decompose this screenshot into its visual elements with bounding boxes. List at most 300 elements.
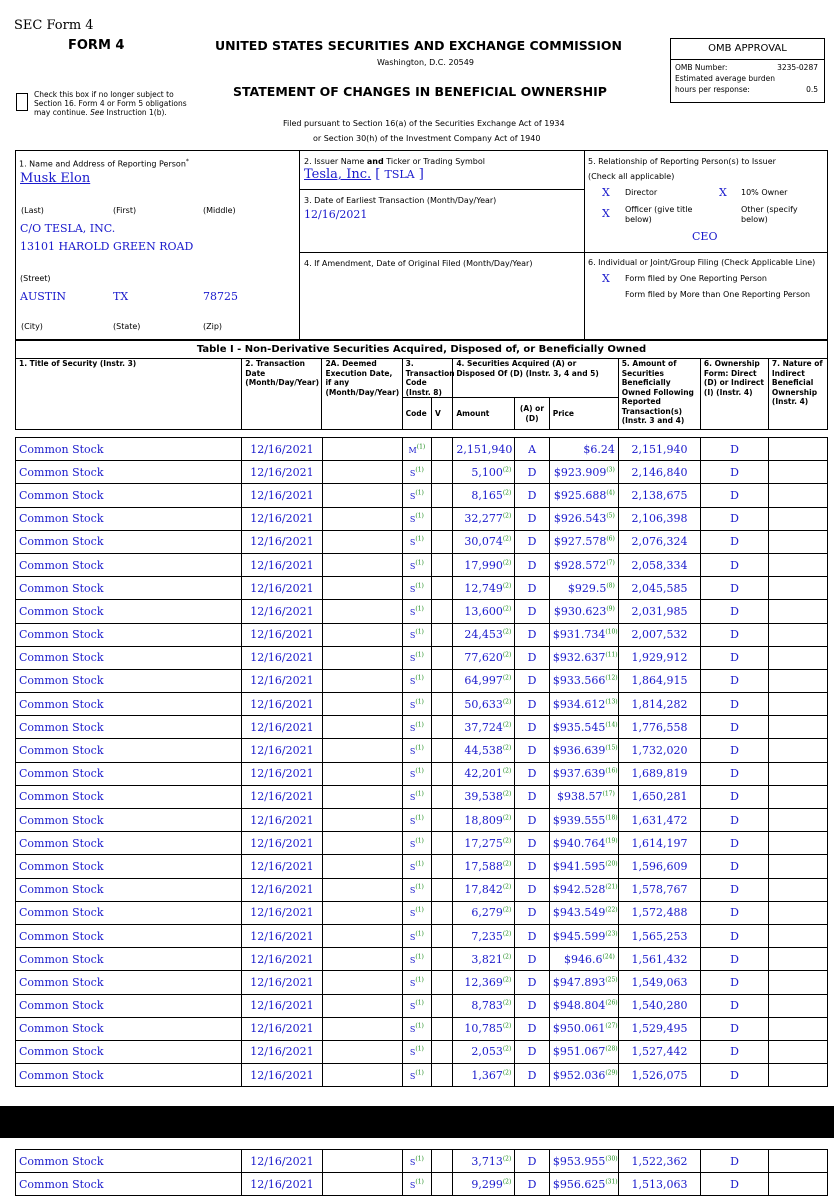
footnote-ref: (1) [415,767,424,775]
amount-cell [453,507,515,530]
table-row [16,507,828,530]
transaction-date-cell: 12/16/2021 [242,878,322,901]
footnote-ref: (1) [415,698,424,705]
code: S [409,1002,416,1012]
security-title-cell [16,1150,242,1173]
deemed-date-cell [322,1173,402,1196]
ownership-form-cell: D [701,669,769,692]
deemed-date-cell [322,855,402,878]
owned-following-cell: 2,151,940 [618,438,700,461]
footnote-ref: (26) [605,999,618,1007]
footnote-ref: (8) [606,582,615,590]
code: S [409,538,416,548]
price-cell [549,461,618,484]
table-row [16,924,828,947]
price: $952.036 [552,1068,606,1082]
footnote-ref: (1) [415,605,424,613]
price: $946.6 [564,952,603,966]
v-cell [432,809,453,832]
a-or-d-cell: D [515,484,550,507]
redaction-band [0,1106,834,1138]
nature-cell [769,971,828,994]
price: $925.688 [553,488,607,502]
transaction-date-cell: 12/16/2021 [242,716,322,739]
col-transaction-code: 3. Transaction Code (Instr. 8) [402,359,453,398]
code-cell [402,716,431,739]
owned-following-cell: 2,138,675 [618,484,700,507]
amount-cell [453,669,515,692]
owned-following-cell: 1,527,442 [618,1040,700,1063]
table-row [16,832,828,855]
footnote-ref: (1) [415,1045,424,1053]
table-row [16,739,828,762]
footnote-ref: (2) [502,837,512,845]
omb-approval-box [670,38,825,103]
price: $939.555 [552,813,606,827]
officer-title: CEO [692,230,718,243]
ownership-form-cell: D [701,438,769,461]
footnote-ref: (2) [502,651,512,659]
owned-following-cell: 1,732,020 [618,739,700,762]
zip-value: 78725 [203,290,238,303]
footnote-ref: (16) [605,767,618,775]
v-cell [432,924,453,947]
statement-title: STATEMENT OF CHANGES IN BENEFICIAL OWNERSHIP [233,84,607,99]
a-or-d-cell: D [515,901,550,924]
amount-cell [453,994,515,1017]
footnote-ref: (2) [502,999,512,1007]
a-or-d-cell: D [515,1173,550,1196]
amount-cell [453,832,515,855]
footnote-ref: (1) [415,535,424,543]
transaction-date-cell: 12/16/2021 [242,646,322,669]
divider [299,151,300,339]
checkbox-text-line: Section 16. Form 4 or Form 5 obligations [34,99,187,108]
owned-following-cell: 1,864,915 [618,669,700,692]
security-title: Common Stock [19,883,104,897]
footnote-ref: (15) [605,744,618,752]
table-row [16,855,828,878]
price: $943.549 [552,906,606,920]
code: S [409,491,416,501]
code-cell [402,855,431,878]
transaction-date-cell: 12/16/2021 [242,600,322,623]
a-or-d-cell: D [515,785,550,808]
footnote-ref: (2) [502,976,512,984]
owned-following-cell: 1,561,432 [618,948,700,971]
owned-following-cell: 1,614,197 [618,832,700,855]
price-cell [549,739,618,762]
ownership-form-cell: D [701,1064,769,1087]
deemed-date-cell [322,994,402,1017]
security-title: Common Stock [19,767,104,781]
amount-cell [453,1064,515,1087]
code: S [409,1180,416,1190]
security-title: Common Stock [19,929,104,943]
ownership-form-cell: D [701,924,769,947]
burden-value: 0.5 [806,85,818,94]
ticker-symbol: TSLA [384,168,415,181]
amount: 12,749 [464,581,503,595]
code: S [409,886,416,896]
footnote-ref: (2) [502,1069,512,1076]
amount: 44,538 [464,744,503,758]
ownership-form-cell: D [701,530,769,553]
price: $938.57 [557,790,603,804]
price-cell [549,762,618,785]
a-or-d-cell: D [515,646,550,669]
table-row [16,971,828,994]
amount: 42,201 [464,767,503,781]
amount: 39,538 [464,790,503,804]
ownership-form-cell: D [701,553,769,576]
table-row [16,1017,828,1040]
footnote-ref: (2) [502,929,512,937]
price-cell [549,669,618,692]
transaction-date-cell: 12/16/2021 [242,438,322,461]
v-cell [432,1017,453,1040]
owned-following-cell: 1,814,282 [618,693,700,716]
security-title-cell [16,1017,242,1040]
security-title: Common Stock [19,1177,104,1191]
divider [584,151,585,339]
transaction-date-cell: 12/16/2021 [242,1040,322,1063]
footnote-ref: (2) [502,790,512,798]
code: S [409,932,416,942]
security-title-cell [16,809,242,832]
transaction-date-cell: 12/16/2021 [242,901,322,924]
v-cell [432,1150,453,1173]
checkbox-text-part: Instruction 1(b). [106,108,167,117]
table-row [16,948,828,971]
code-cell [402,739,431,762]
footnote-ref: (9) [606,605,615,613]
ownership-form-cell: D [701,785,769,808]
security-title-cell [16,553,242,576]
price-cell [549,994,618,1017]
earliest-transaction-date: 12/16/2021 [304,208,368,221]
code: S [409,654,416,664]
a-or-d-cell: D [515,994,550,1017]
security-title-cell [16,785,242,808]
amount-cell [453,762,515,785]
deemed-date-cell [322,1150,402,1173]
nature-cell [769,600,828,623]
owned-following-cell: 1,529,495 [618,1017,700,1040]
code-cell [402,461,431,484]
price-cell [549,646,618,669]
owned-following-cell: 1,549,063 [618,971,700,994]
owned-following-cell: 2,058,334 [618,553,700,576]
amount-cell [453,1150,515,1173]
amount-cell [453,1040,515,1063]
table-row [16,1173,828,1196]
nature-cell [769,1040,828,1063]
price: $929.5 [567,581,607,595]
reporting-person-name-link[interactable]: Musk Elon [20,171,91,186]
box2-label-b: Ticker or Trading Symbol [386,157,486,166]
code-cell [402,438,431,461]
col-transaction-date: 2. Transaction Date (Month/Day/Year) [242,359,322,430]
security-title: Common Stock [19,535,104,549]
other-label-line: below) [741,215,768,224]
filed-by-one-label: Form filed by One Reporting Person [625,274,768,283]
security-title-cell [16,1064,242,1087]
price: $942.528 [552,883,606,897]
checkbox-text-line [34,108,194,117]
footnote-ref: (2) [502,744,512,752]
amount-cell [453,878,515,901]
code: S [409,909,416,919]
security-title: Common Stock [19,906,104,920]
box5-sub: (Check all applicable) [588,172,675,181]
filed-by-one-check: X [602,272,610,285]
transaction-date-cell: 12/16/2021 [242,461,322,484]
amount: 17,842 [464,883,503,897]
code: S [409,839,416,849]
amount: 24,453 [464,628,503,642]
a-or-d-cell: D [515,669,550,692]
city-value: AUSTIN [20,290,67,303]
footnote-ref: (2) [502,674,512,682]
price: $951.067 [552,1045,606,1059]
a-or-d-cell: D [515,855,550,878]
footnote-ref: (7) [606,558,615,566]
subcol-v: V [432,398,453,430]
table-row [16,994,828,1017]
amount: 8,783 [471,999,503,1013]
deemed-date-cell [322,623,402,646]
security-title-cell [16,530,242,553]
nature-cell [769,832,828,855]
price: $928.572 [553,558,607,572]
code: S [409,1025,416,1035]
owned-following-cell: 1,596,609 [618,855,700,878]
security-title: Common Stock [19,604,104,618]
security-title: Common Stock [19,720,104,734]
nature-cell [769,762,828,785]
footnote-ref: (25) [605,976,618,984]
amount: 3,821 [471,952,503,966]
footnote-ref: (2) [502,883,512,891]
box2-label-a: 2. Issuer Name [304,157,365,166]
amount-cell [453,971,515,994]
footnote-ref: (2) [502,906,512,914]
price: $948.804 [552,999,606,1013]
divider [300,252,584,253]
a-or-d-cell: D [515,507,550,530]
amount-cell [453,461,515,484]
amount: 37,724 [464,720,503,734]
amount-cell [453,646,515,669]
officer-check: X [602,207,610,220]
state-label: (State) [113,322,141,331]
owned-following-cell: 1,513,063 [618,1173,700,1196]
price-cell [549,878,618,901]
code-cell [402,762,431,785]
price-cell [549,577,618,600]
code: S [409,862,416,872]
nature-cell [769,994,828,1017]
security-title: Common Stock [19,1068,104,1082]
no-longer-subject-checkbox[interactable] [16,93,28,111]
security-title: Common Stock [19,952,104,966]
price: $933.566 [552,674,606,688]
price-cell [549,971,618,994]
code: S [409,700,416,710]
transaction-date-cell: 12/16/2021 [242,1017,322,1040]
deemed-date-cell [322,971,402,994]
footnote-ref: (2) [502,628,512,636]
box6-label: 6. Individual or Joint/Group Filing (Check Applicable Line) [588,258,816,267]
subcol-price: Price [549,398,618,430]
a-or-d-cell: D [515,1064,550,1087]
table-row [16,878,828,901]
nature-cell [769,809,828,832]
divider [585,252,828,253]
price: $931.734 [552,628,606,642]
footnote-ref: (19) [605,837,618,845]
nature-cell [769,739,828,762]
security-title: Common Stock [19,1154,104,1168]
nature-cell [769,924,828,947]
ownership-form-cell: D [701,994,769,1017]
footnote-ref: (6) [606,535,615,543]
v-cell [432,484,453,507]
footnote-ref: (1) [415,744,424,752]
amount-cell [453,785,515,808]
security-title-cell [16,461,242,484]
security-title-cell [16,901,242,924]
divider [300,189,584,190]
owned-following-cell: 1,776,558 [618,716,700,739]
price: $935.545 [552,720,606,734]
price-cell [549,530,618,553]
security-title-cell [16,716,242,739]
reporting-info-section [15,150,828,340]
price: $953.955 [552,1154,606,1168]
ownership-form-cell: D [701,693,769,716]
owned-following-cell: 2,031,985 [618,600,700,623]
price: $937.639 [552,767,606,781]
footnote-ref: (1) [415,860,424,868]
amount: 8,165 [471,488,503,502]
owned-following-cell: 2,146,840 [618,461,700,484]
amount: 18,809 [464,813,503,827]
deemed-date-cell [322,901,402,924]
nature-cell [769,461,828,484]
footnote-ref: (12) [605,674,618,682]
other-label [741,205,798,225]
security-title: Common Stock [19,442,104,456]
officer-label [625,205,692,225]
table-row [16,762,828,785]
code-cell [402,669,431,692]
a-or-d-cell: D [515,600,550,623]
footnote-ref: (1) [415,837,424,845]
code: S [409,978,416,988]
ownership-form-cell: D [701,948,769,971]
price: $926.543 [553,512,607,526]
footnote-ref: (1) [415,929,424,937]
a-or-d-cell: D [515,924,550,947]
code-cell [402,809,431,832]
transaction-date-cell: 12/16/2021 [242,924,322,947]
footnote-ref: (5) [606,512,615,520]
officer-label-line: Officer (give title [625,205,693,214]
footnote-ref: (2) [502,767,512,775]
price-cell [549,553,618,576]
code-cell [402,878,431,901]
code: S [409,770,416,780]
nature-cell [769,1173,828,1196]
price: $934.612 [552,697,606,711]
owned-following-cell: 1,689,819 [618,762,700,785]
amount: 30,074 [464,535,503,549]
code: S [409,631,416,641]
price: $932.637 [552,651,606,665]
footnote-ref: (11) [605,651,618,659]
security-title: Common Stock [19,744,104,758]
footnote-ref: (1) [415,790,424,798]
nature-cell [769,577,828,600]
col-ownership-form: 6. Ownership Form: Direct (D) or Indirect (I) (Instr. 4) [700,359,768,430]
table1-body [15,437,828,1087]
burden-label-2: hours per response: [675,85,750,94]
footnote-ref: (2) [502,860,512,868]
footnote-ref: (2) [502,698,512,705]
col-securities-acquired-disposed: 4. Securities Acquired (A) or Disposed Of (D) (Instr. 3, 4 and 5) [453,359,618,398]
deemed-date-cell [322,669,402,692]
table-row [16,785,828,808]
table-row [16,553,828,576]
footnote-ref: (18) [605,813,618,821]
agency-city: Washington, D.C. 20549 [377,58,474,67]
price-cell [549,716,618,739]
v-cell [432,785,453,808]
security-title: Common Stock [19,512,104,526]
security-title: Common Stock [19,581,104,595]
table-row [16,1040,828,1063]
nature-cell [769,855,828,878]
nature-cell [769,716,828,739]
ownership-form-cell: D [701,832,769,855]
subcol-code: Code [402,398,431,430]
security-title: Common Stock [19,697,104,711]
security-title: Common Stock [19,465,104,479]
table-row [16,669,828,692]
a-or-d-cell: D [515,739,550,762]
table-row [16,809,828,832]
deemed-date-cell [322,832,402,855]
price: $941.595 [552,859,606,873]
code-cell [402,693,431,716]
footnote-ref: (2) [502,1022,512,1030]
box2-label-and: and [366,157,384,166]
a-or-d-cell: D [515,553,550,576]
table-row [16,1064,828,1087]
security-title-cell [16,878,242,901]
footnote-ref: (2) [502,582,512,590]
price: $6.24 [583,442,615,456]
security-title-cell [16,693,242,716]
ownership-form-cell: D [701,600,769,623]
ownership-form-cell: D [701,855,769,878]
issuer-name-link[interactable]: Tesla, Inc. [304,167,372,182]
amount-cell [453,623,515,646]
amount: 13,600 [464,604,503,618]
code: S [409,816,416,826]
